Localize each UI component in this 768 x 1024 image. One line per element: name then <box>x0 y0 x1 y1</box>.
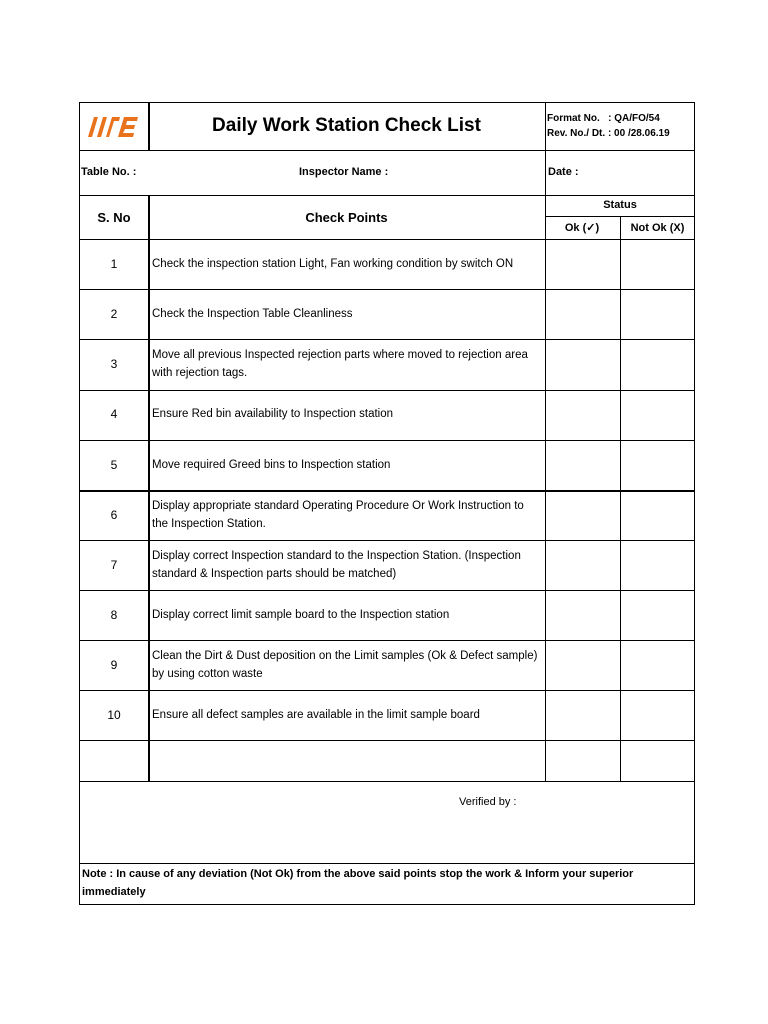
row-number: 2 <box>110 307 118 321</box>
ok-header: Ok (✓) <box>564 222 600 234</box>
check-point-text: Check the Inspection Table Cleanliness <box>152 308 353 320</box>
not-ok-status-column[interactable] <box>621 240 694 780</box>
sno-header: S. No <box>97 209 131 225</box>
check-point-text: Check the inspection station Light, Fan working condition by switch ON <box>152 258 514 270</box>
inspector-name-label: Inspector Name : <box>299 166 389 178</box>
revision-line <box>547 126 670 141</box>
row-number: 9 <box>110 658 118 672</box>
check-point-text: Move all previous Inspected rejection parts where moved to rejection area with rejection tags. <box>152 349 528 379</box>
not-ok-header: Not Ok (X) <box>630 221 685 234</box>
row-number: 1 <box>110 257 118 271</box>
revision-label: Rev. No./ Dt. <box>547 128 606 139</box>
status-header: Status <box>603 199 637 211</box>
format-value: : QA/FO/54 <box>608 113 660 124</box>
check-points-header: Check Points <box>305 209 388 225</box>
page-title: Daily Work Station Check List <box>212 115 481 136</box>
check-point-text: Display appropriate standard Operating Procedure Or Work Instruction to the Inspection Station. <box>152 500 524 530</box>
revision-value: : 00 /28.06.19 <box>607 128 670 139</box>
verified-by-label: Verified by : <box>459 796 517 808</box>
format-line <box>547 111 660 126</box>
footer-note: Note : In cause of any deviation (Not Ok) from the above said points stop the work & Inform your superior immediately <box>82 868 634 898</box>
row-number: 4 <box>110 407 118 421</box>
format-label: Format No. <box>547 113 600 124</box>
check-point-text: Clean the Dirt & Dust deposition on the Limit samples (Ok & Defect sample) by using cotton waste <box>152 650 538 680</box>
table-no-label: Table No. : <box>81 166 137 178</box>
row-number: 3 <box>110 357 118 371</box>
check-point-text: Ensure Red bin availability to Inspection station <box>152 408 394 420</box>
check-point-text: Ensure all defect samples are available in the limit sample board <box>152 709 480 721</box>
check-point-text: Display correct Inspection standard to the Inspection Station. (Inspection standard & Inspection parts should be matched) <box>152 550 521 580</box>
format-info <box>547 103 692 149</box>
date-label: Date : <box>548 166 579 178</box>
row-number: 7 <box>110 558 118 572</box>
check-point-text: Move required Greed bins to Inspection station <box>152 459 391 471</box>
row-number: 6 <box>110 508 118 522</box>
row-number: 10 <box>107 708 121 722</box>
ok-status-column[interactable] <box>546 240 619 780</box>
check-point-text: Display correct limit sample board to the Inspection station <box>152 609 450 621</box>
row-number: 8 <box>110 608 118 622</box>
row-number: 5 <box>110 458 118 472</box>
